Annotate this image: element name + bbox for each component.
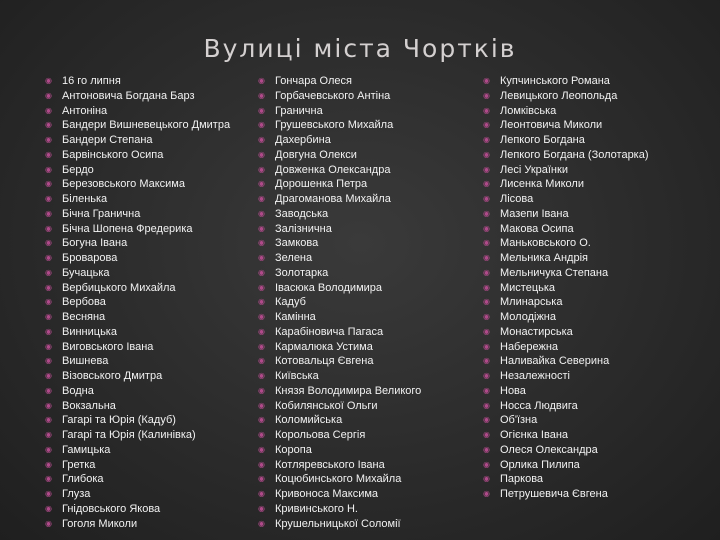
street-name: Залізнична: [275, 222, 332, 235]
street-list-item: [483, 458, 649, 473]
bullet-icon: ◉: [483, 105, 490, 115]
bullet-icon: ◉: [258, 105, 265, 115]
street-name: Кобилянської Ольги: [275, 399, 378, 412]
street-list-item: [258, 163, 421, 178]
street-list-item: [45, 104, 230, 119]
street-list-item: [258, 458, 421, 473]
street-name: Незалежності: [500, 370, 570, 382]
street-list-item: [258, 487, 421, 502]
street-name: Бучацька: [62, 266, 110, 279]
bullet-icon: ◉: [483, 312, 490, 321]
street-name: Корольова Сергія: [275, 429, 366, 441]
street-name: Монастирська: [500, 325, 573, 338]
bullet-icon: ◉: [483, 194, 490, 203]
street-list-item: [258, 517, 421, 532]
street-name: Довгуна Олекси: [275, 148, 357, 161]
bullet-icon: ◉: [258, 371, 265, 380]
street-list-item: [45, 502, 230, 517]
bullet-icon: ◉: [45, 312, 52, 321]
street-list-item: [45, 236, 230, 251]
bullet-icon: ◉: [258, 489, 265, 498]
bullet-icon: ◉: [483, 430, 490, 439]
bullet-icon: ◉: [45, 371, 52, 380]
bullet-icon: ◉: [45, 400, 52, 410]
bullet-icon: ◉: [483, 489, 490, 498]
street-name: Лепкого Богдана (Золотарка): [500, 148, 649, 161]
bullet-icon: ◉: [258, 444, 265, 454]
street-name: Орлика Пилипа: [500, 458, 580, 471]
street-name: Крушельницької Соломії: [275, 517, 401, 530]
street-list-item: [483, 163, 649, 178]
street-list-item: [258, 399, 421, 414]
street-list-item: [45, 325, 230, 340]
street-name: Вишнева: [62, 355, 109, 368]
bullet-icon: ◉: [45, 430, 52, 439]
street-list-item: [483, 207, 649, 222]
street-name: Гончара Олеся: [275, 75, 352, 87]
bullet-icon: ◉: [45, 341, 52, 351]
street-list-item: [45, 354, 230, 369]
bullet-icon: ◉: [45, 76, 52, 85]
street-list-item: [45, 251, 230, 266]
bullet-icon: ◉: [258, 253, 265, 262]
street-list-item: [483, 236, 649, 251]
street-list-item: [483, 148, 649, 163]
bullet-icon: ◉: [258, 297, 265, 307]
street-list-item: [483, 354, 649, 369]
street-name: Кривоноса Максима: [275, 488, 379, 500]
street-list-item: [483, 251, 649, 266]
street-name: Огієнка Івана: [500, 429, 569, 441]
street-list-item: [258, 295, 421, 310]
street-name: Носса Людвига: [500, 399, 578, 412]
street-list-item: [258, 281, 421, 296]
street-name: 16 го липня: [62, 75, 121, 87]
street-list-item: [45, 222, 230, 237]
street-name: Довженка Олександра: [275, 163, 391, 176]
bullet-icon: ◉: [483, 208, 490, 218]
street-list-item: [258, 354, 421, 369]
street-name: Гнідовського Якова: [62, 502, 161, 515]
street-name: Карабіновича Пагаса: [275, 325, 384, 338]
street-list-item: [45, 369, 230, 384]
street-name: Котовальця Євгена: [275, 355, 374, 368]
bullet-icon: ◉: [258, 223, 265, 233]
street-list-item: [258, 222, 421, 237]
street-name: Зелена: [275, 252, 313, 264]
street-name: Гретка: [62, 458, 96, 471]
bullet-icon: ◉: [483, 267, 490, 277]
bullet-icon: ◉: [45, 356, 52, 366]
street-name: Івасюка Володимира: [275, 281, 383, 294]
street-list-item: [483, 472, 649, 487]
bullet-icon: ◉: [258, 164, 265, 174]
street-name: Винницька: [62, 325, 117, 338]
street-name: Гагарі та Юрія (Кадуб): [62, 414, 176, 427]
bullet-icon: ◉: [45, 489, 52, 498]
street-list-item: [45, 472, 230, 487]
bullet-icon: ◉: [258, 90, 265, 100]
street-list-item: [483, 177, 649, 192]
street-name: Бандери Вишневецького Дмитра: [62, 119, 231, 132]
street-name: Весняна: [62, 311, 106, 323]
street-name: Гранична: [275, 104, 323, 117]
street-name: Наливайка Северина: [500, 355, 610, 368]
bullet-icon: ◉: [483, 371, 490, 380]
street-name: Купчинського Романа: [500, 75, 610, 87]
street-list-item: [483, 266, 649, 281]
street-name: Лепкого Богдана: [500, 134, 585, 146]
bullet-icon: ◉: [45, 326, 52, 336]
street-name: Бічна Шопена Фредерика: [62, 222, 193, 235]
bullet-icon: ◉: [483, 282, 490, 292]
street-list-item: [258, 74, 421, 89]
page-title: Вулиці міста Чортків: [203, 34, 517, 63]
street-column-1: [45, 74, 230, 531]
bullet-icon: ◉: [45, 90, 52, 100]
street-name: Київська: [275, 370, 319, 382]
street-list-item: [258, 384, 421, 399]
street-name: Коломийська: [275, 414, 343, 427]
street-list-item: [45, 163, 230, 178]
bullet-icon: ◉: [258, 312, 265, 321]
street-name: Заводська: [275, 207, 329, 220]
street-list-item: [45, 413, 230, 428]
bullet-icon: ◉: [45, 208, 52, 218]
street-list-item: [258, 177, 421, 192]
street-name: Мистецька: [500, 281, 556, 294]
bullet-icon: ◉: [258, 194, 265, 203]
street-name: Нова: [500, 384, 526, 397]
bullet-icon: ◉: [483, 164, 490, 174]
street-list-item: [483, 399, 649, 414]
street-name: Глуза: [62, 488, 91, 500]
street-name: Драгоманова Михайла: [275, 193, 391, 205]
street-name: Горбачевського Антіна: [275, 89, 391, 102]
bullet-icon: ◉: [45, 253, 52, 262]
street-list-item: [45, 148, 230, 163]
street-list-item: [45, 458, 230, 473]
street-name: Водна: [62, 384, 94, 397]
street-list-item: [483, 89, 649, 104]
street-list-item: [483, 340, 649, 355]
street-list-item: [483, 118, 649, 133]
bullet-icon: ◉: [483, 297, 490, 307]
street-list-item: [258, 413, 421, 428]
bullet-icon: ◉: [45, 503, 52, 513]
street-list-item: [45, 428, 230, 443]
street-name: Бандери Степана: [62, 134, 153, 146]
street-name: Кармалюка Устима: [275, 340, 373, 353]
street-name: Маньковського О.: [500, 237, 591, 250]
street-name: Млинарська: [500, 296, 563, 309]
bullet-icon: ◉: [483, 90, 490, 100]
street-list-item: [258, 266, 421, 281]
bullet-icon: ◉: [258, 238, 265, 248]
bullet-icon: ◉: [258, 135, 265, 144]
street-list-item: [258, 443, 421, 458]
street-list-item: [45, 384, 230, 399]
street-name: Князя Володимира Великого: [275, 384, 422, 397]
bullet-icon: ◉: [483, 326, 490, 336]
bullet-icon: ◉: [258, 120, 265, 130]
street-name: Богуна Івана: [62, 237, 128, 250]
street-name: Грушевського Михайла: [275, 119, 394, 132]
bullet-icon: ◉: [45, 120, 52, 130]
bullet-icon: ◉: [483, 76, 490, 85]
street-name: Березовського Максима: [62, 178, 185, 191]
bullet-icon: ◉: [45, 415, 52, 425]
street-name: Бердо: [62, 163, 94, 176]
street-name: Виговського Івана: [62, 340, 154, 353]
bullet-icon: ◉: [45, 179, 52, 189]
street-list-item: [45, 192, 230, 207]
bullet-icon: ◉: [45, 297, 52, 307]
street-name: Лесі Українки: [500, 163, 568, 176]
bullet-icon: ◉: [258, 282, 265, 292]
street-list-item: [45, 399, 230, 414]
bullet-icon: ◉: [483, 149, 490, 159]
bullet-icon: ◉: [483, 400, 490, 410]
bullet-icon: ◉: [45, 149, 52, 159]
street-list-item: [258, 118, 421, 133]
bullet-icon: ◉: [45, 135, 52, 144]
bullet-icon: ◉: [483, 474, 490, 484]
bullet-icon: ◉: [483, 179, 490, 189]
street-list-item: [45, 207, 230, 222]
street-list-item: [483, 192, 649, 207]
street-name: Вокзальна: [62, 399, 116, 412]
street-list-item: [45, 266, 230, 281]
bullet-icon: ◉: [258, 356, 265, 366]
bullet-icon: ◉: [258, 149, 265, 159]
bullet-icon: ◉: [258, 341, 265, 351]
street-list-item: [45, 340, 230, 355]
street-name: Антоніна: [62, 104, 108, 117]
street-list-item: [45, 443, 230, 458]
street-list-item: [45, 281, 230, 296]
street-list-item: [45, 74, 230, 89]
street-list-item: [258, 472, 421, 487]
bullet-icon: ◉: [45, 282, 52, 292]
street-name: Бічна Гранична: [62, 207, 141, 220]
street-list-item: [483, 428, 649, 443]
street-name: Гоголя Миколи: [62, 517, 138, 530]
street-list-item: [258, 428, 421, 443]
street-name: Біленька: [62, 193, 108, 205]
street-list-item: [258, 251, 421, 266]
bullet-icon: ◉: [483, 459, 490, 469]
street-name: Петрушевича Євгена: [500, 488, 608, 500]
bullet-icon: ◉: [45, 194, 52, 203]
street-list-item: [258, 148, 421, 163]
bullet-icon: ◉: [258, 400, 265, 410]
bullet-icon: ◉: [258, 208, 265, 218]
bullet-icon: ◉: [258, 326, 265, 336]
bullet-icon: ◉: [483, 238, 490, 248]
street-list-item: [483, 310, 649, 325]
street-name: Глибока: [62, 473, 104, 486]
street-name: Кадуб: [275, 296, 306, 309]
bullet-icon: ◉: [258, 385, 265, 395]
bullet-icon: ◉: [258, 76, 265, 85]
bullet-icon: ◉: [483, 120, 490, 130]
street-list-item: [258, 192, 421, 207]
street-name: Гамицька: [62, 443, 111, 456]
street-list-item: [483, 369, 649, 384]
street-list-item: [258, 340, 421, 355]
bullet-icon: ◉: [483, 356, 490, 366]
street-name: Вербова: [62, 296, 106, 309]
street-list-item: [45, 517, 230, 532]
street-name: Дорошенка Петра: [275, 178, 368, 191]
street-name: Лисенка Миколи: [500, 178, 584, 191]
street-name: Золотарка: [275, 266, 329, 279]
bullet-icon: ◉: [258, 474, 265, 484]
bullet-icon: ◉: [258, 459, 265, 469]
street-list-item: [258, 207, 421, 222]
street-name: Лісова: [500, 193, 534, 205]
street-list-item: [258, 310, 421, 325]
bullet-icon: ◉: [45, 444, 52, 454]
bullet-icon: ◉: [258, 430, 265, 439]
street-name: Вербицького Михайла: [62, 281, 176, 294]
street-column-2: [258, 74, 421, 531]
street-name: Молодіжна: [500, 311, 556, 323]
street-list-item: [258, 236, 421, 251]
bullet-icon: ◉: [45, 238, 52, 248]
street-list-item: [45, 89, 230, 104]
bullet-icon: ◉: [258, 179, 265, 189]
street-name: Кривинського Н.: [275, 502, 358, 515]
bullet-icon: ◉: [45, 267, 52, 277]
street-name: Мельника Андрія: [500, 252, 588, 264]
street-name: Паркова: [500, 473, 544, 486]
street-name: Барвінського Осипа: [62, 148, 164, 161]
bullet-icon: ◉: [483, 135, 490, 144]
street-name: Антоновича Богдана Барз: [62, 89, 195, 102]
bullet-icon: ◉: [45, 385, 52, 395]
bullet-icon: ◉: [45, 105, 52, 115]
bullet-icon: ◉: [258, 267, 265, 277]
street-name: Дахербина: [275, 134, 331, 146]
street-list-item: [258, 133, 421, 148]
street-list-item: [483, 487, 649, 502]
street-name: Замкова: [275, 237, 319, 250]
bullet-icon: ◉: [483, 341, 490, 351]
street-list-item: [258, 369, 421, 384]
street-list-item: [483, 325, 649, 340]
bullet-icon: ◉: [258, 503, 265, 513]
street-list-item: [45, 118, 230, 133]
street-name: Ломківська: [500, 104, 557, 117]
street-name: Коцюбинського Михайла: [275, 473, 402, 486]
street-name: Мельничука Степана: [500, 266, 609, 279]
street-list-item: [45, 133, 230, 148]
street-list-item: [258, 89, 421, 104]
bullet-icon: ◉: [45, 164, 52, 174]
street-name: Мазепи Івана: [500, 207, 569, 220]
street-name: Олеся Олександра: [500, 443, 598, 456]
street-name: Об'їзна: [500, 414, 538, 427]
street-list-item: [483, 295, 649, 310]
street-name: Камінна: [275, 311, 316, 323]
street-list-item: [45, 310, 230, 325]
street-list-item: [258, 502, 421, 517]
bullet-icon: ◉: [258, 415, 265, 425]
street-list-item: [258, 104, 421, 119]
street-name: Візовського Дмитра: [62, 370, 163, 382]
street-list-item: [483, 222, 649, 237]
bullet-icon: ◉: [258, 518, 265, 528]
street-list-item: [45, 177, 230, 192]
street-list-item: [483, 443, 649, 458]
street-list-item: [483, 413, 649, 428]
street-list-item: [483, 133, 649, 148]
bullet-icon: ◉: [45, 518, 52, 528]
bullet-icon: ◉: [483, 415, 490, 425]
street-list-item: [483, 281, 649, 296]
street-name: Гагарі та Юрія (Калинівка): [62, 429, 196, 441]
street-name: Броварова: [62, 252, 118, 264]
street-name: Котляревського Івана: [275, 458, 385, 471]
bullet-icon: ◉: [483, 385, 490, 395]
bullet-icon: ◉: [45, 223, 52, 233]
street-name: Набережна: [500, 340, 559, 353]
street-list-item: [483, 74, 649, 89]
street-list-item: [45, 487, 230, 502]
street-list-item: [483, 104, 649, 119]
street-list-item: [45, 295, 230, 310]
street-name: Леонтовича Миколи: [500, 119, 603, 132]
street-column-3: [483, 74, 649, 502]
bullet-icon: ◉: [483, 444, 490, 454]
street-list-item: [258, 325, 421, 340]
bullet-icon: ◉: [483, 253, 490, 262]
street-name: Левицького Леопольда: [500, 89, 618, 102]
street-name: Макова Осипа: [500, 222, 574, 235]
street-list-item: [483, 384, 649, 399]
street-name: Коропа: [275, 443, 312, 456]
bullet-icon: ◉: [45, 474, 52, 484]
bullet-icon: ◉: [483, 223, 490, 233]
bullet-icon: ◉: [45, 459, 52, 469]
